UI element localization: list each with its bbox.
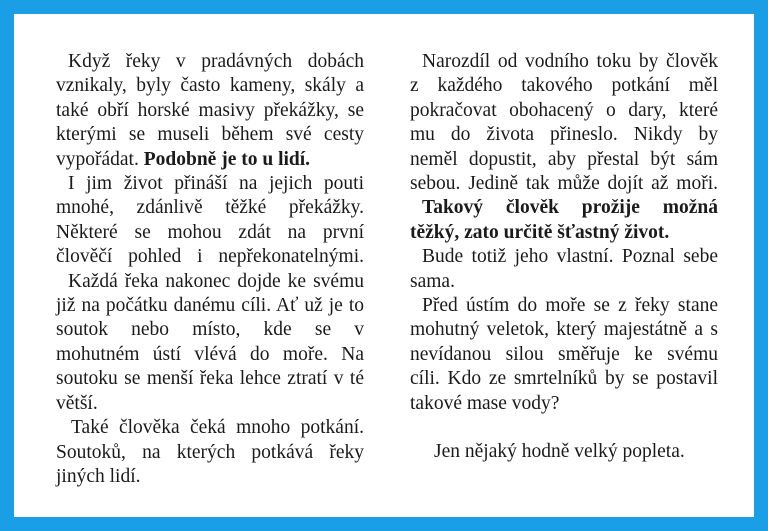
text-line: jiných lidí. — [56, 465, 141, 487]
text-line: člověčí pohled i nepřekonatelnými. — [56, 246, 364, 268]
text-line: vznikaly, byly často kameny, skály a — [56, 75, 364, 97]
text-line: soutoku se menší řeka lehce ztratí v té — [56, 368, 364, 390]
text-line: takové mase vody? — [410, 392, 560, 414]
text-line: Takový člověk prožije možná — [422, 197, 718, 219]
text-line: Jen nějaký hodně velký popleta. — [434, 441, 685, 463]
text-line: Některé se mohou zdát na první — [56, 221, 364, 243]
text-line: mohutném ústí vlévá do moře. Na — [56, 343, 364, 365]
paragraph — [56, 50, 364, 172]
text-line: cíli. Kdo ze smrtelníků by se postavil — [410, 368, 718, 390]
text-line: mu do života přineslo. Nikdy by — [410, 124, 718, 146]
bold-sentence: Podobně je to u lidí. — [143, 148, 311, 170]
text-line: Narozdíl od vodního toku by člověk — [422, 51, 718, 72]
text-line: Před ústím do moře se z řeky stane — [422, 295, 718, 317]
text-line: z každého takového potkání měl — [410, 75, 718, 97]
text-line: nevídanou silou směřuje ke svému — [410, 343, 718, 365]
page — [14, 14, 754, 517]
text-line: pokračovat obohacený o dary, které — [410, 99, 718, 121]
text-line: Každá řeka nakonec dojde ke svému — [68, 270, 364, 292]
paragraph — [56, 416, 364, 489]
text-line: Také člověka čeká mnoho potkání. — [71, 417, 364, 439]
text-line: sama. — [410, 270, 455, 292]
paragraph — [410, 294, 718, 416]
text-line: soutok nebo místo, kde se v — [56, 319, 364, 341]
paragraph — [56, 270, 364, 416]
left-column — [56, 50, 364, 489]
paragraph — [56, 172, 364, 270]
text-line: větší. — [56, 392, 98, 414]
right-column — [410, 50, 718, 465]
text-line: těžký, zato určitě šťastný život. — [410, 221, 670, 243]
text-line: mohutný veletok, který majestátně a s — [410, 319, 718, 341]
text-line — [56, 148, 364, 172]
paragraph — [410, 245, 718, 294]
text-line: mnohé, zdánlivě těžké překážky. — [56, 197, 364, 219]
text-line: I jim život přináší na jejich pouti — [68, 173, 364, 195]
paragraph — [410, 50, 718, 196]
text-line: sebou. Jedině tak může dojít až moři. — [410, 173, 718, 195]
text-line: neměl dopustit, aby přestal být sám — [410, 148, 718, 170]
text-span: vypořádat. — [56, 148, 144, 170]
bold-paragraph — [410, 196, 718, 245]
text-line: kterými se museli během své cesty — [56, 124, 364, 146]
text-line: Soutoků, na kterých potkává řeky — [56, 441, 364, 463]
text-line: již na počátku danému cíli. Ať už je to — [56, 295, 364, 317]
paragraph — [410, 440, 718, 464]
text-line: také obří horské masivy překážky, se — [56, 99, 364, 121]
text-line: Když řeky v pradávných dobách — [68, 51, 364, 72]
text-line: Bude totiž jeho vlastní. Poznal sebe — [422, 246, 718, 268]
